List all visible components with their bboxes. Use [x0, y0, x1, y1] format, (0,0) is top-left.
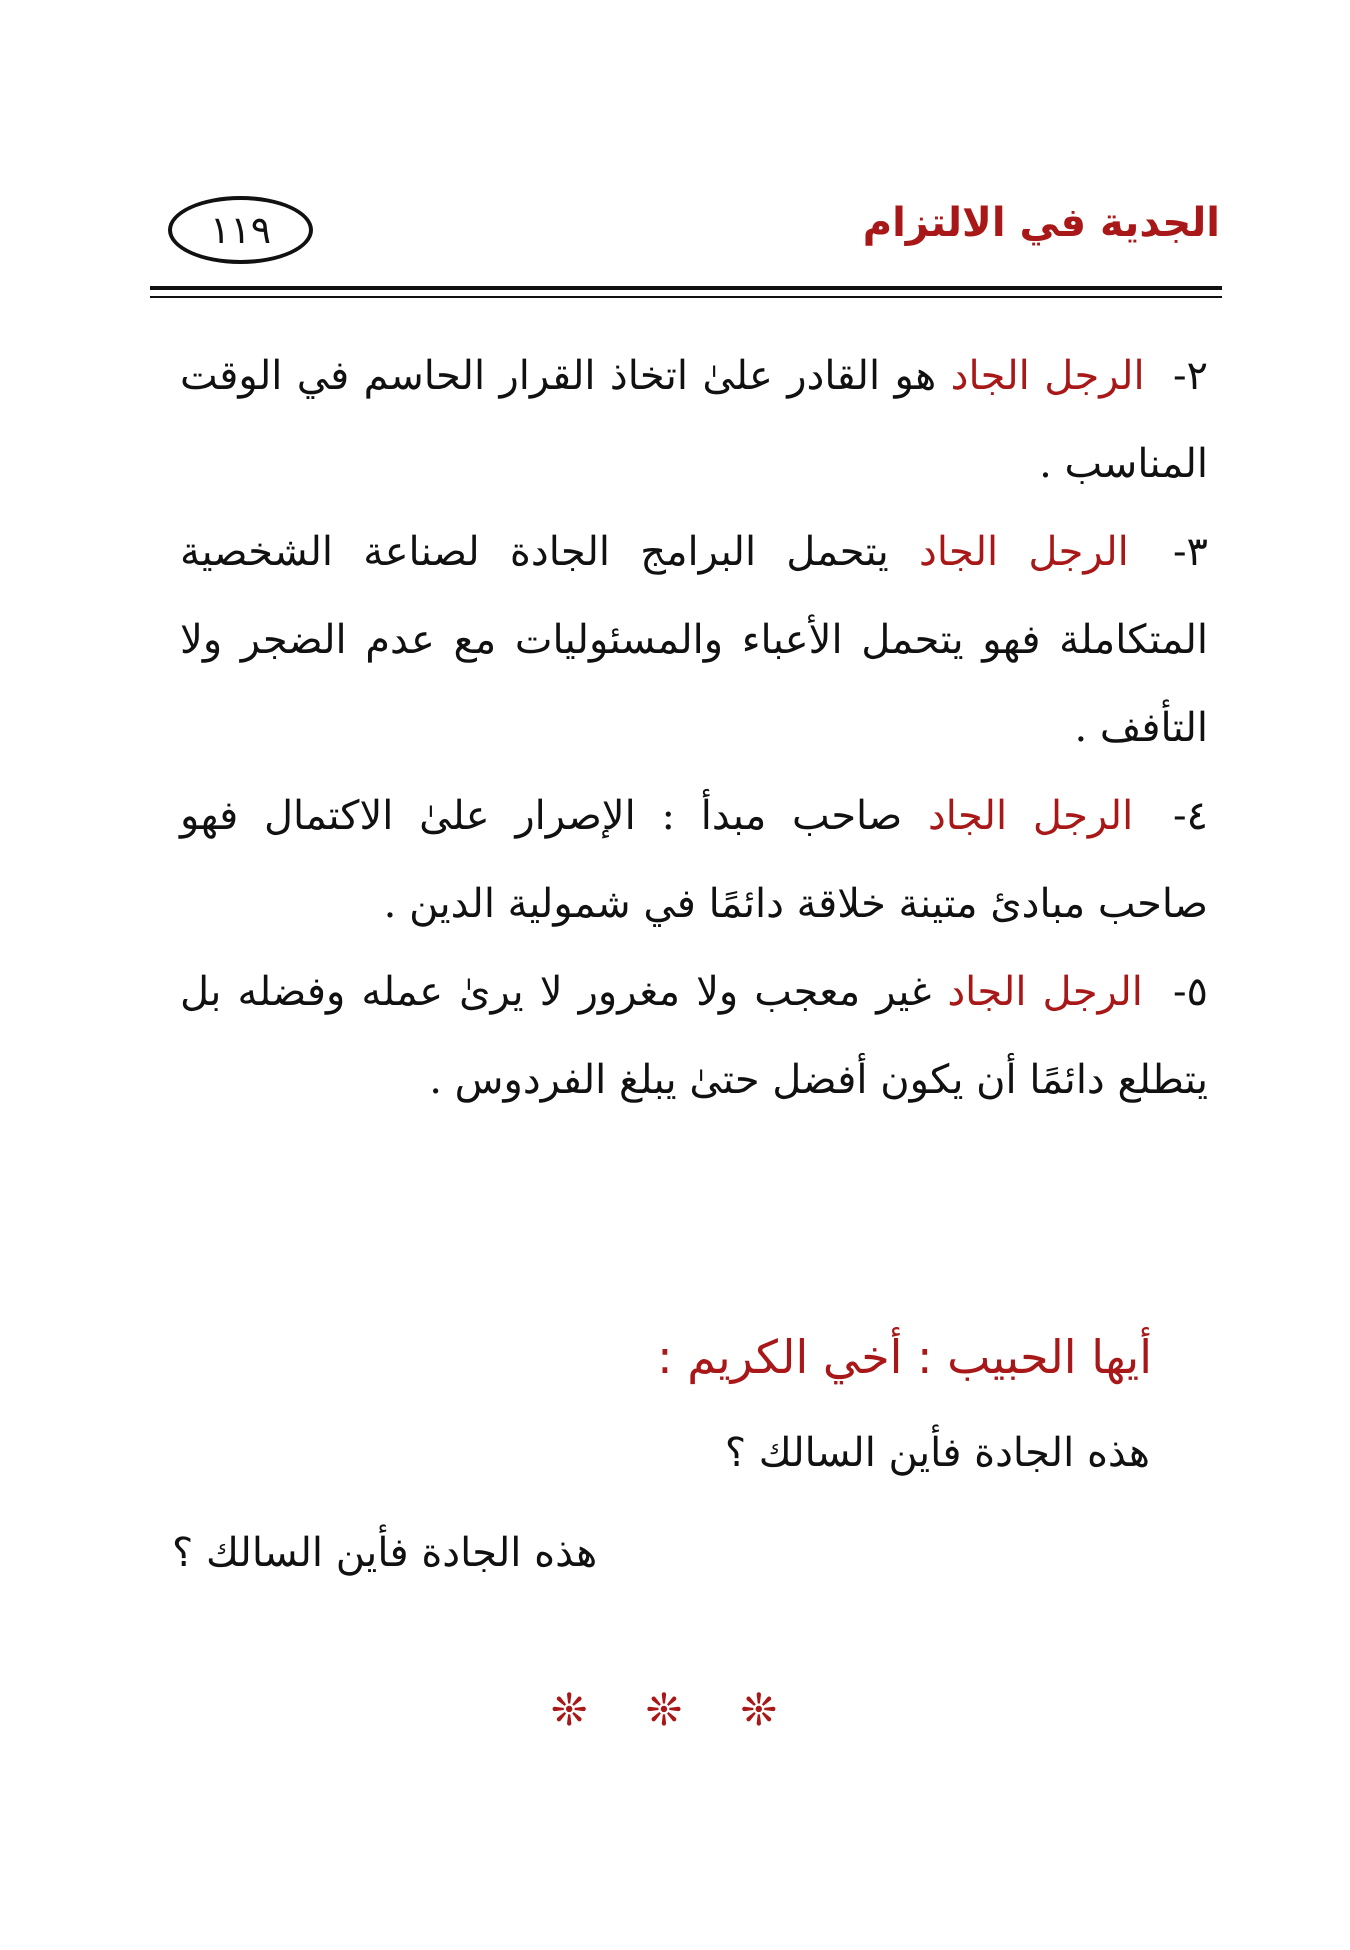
item-number: ٣- — [1173, 529, 1209, 575]
list-item — [180, 948, 1208, 1124]
item-number: ٢- — [1173, 353, 1208, 399]
asterism-ornament: ❊ ❊ ❊ — [550, 1685, 800, 1736]
closing-line: هذه الجادة فأين السالك ؟ — [724, 1430, 1150, 1476]
item-text: غير معجب ولا مغرور لا يرىٰ عمله وفضله بل يتطلع دائمًا أن يكون أفضل حتىٰ يبلغ الفردوس . — [180, 969, 1208, 1103]
item-highlight: الرجل الجاد — [919, 529, 1129, 575]
header-rule-thick — [150, 286, 1222, 290]
item-text: يتحمل البرامج الجادة لصناعة الشخصية المتكاملة فهو يتحمل الأعباء والمسئوليات مع عدم الضجر ولا التأفف . — [180, 529, 1208, 751]
item-highlight: الرجل الجاد — [950, 353, 1145, 399]
list-item — [180, 332, 1208, 508]
item-highlight: الرجل الجاد — [947, 969, 1143, 1015]
list-item — [180, 772, 1208, 948]
item-number: ٥- — [1173, 969, 1208, 1015]
list-item — [180, 508, 1208, 772]
item-text: هو القادر علىٰ اتخاذ القرار الحاسم في الوقت المناسب . — [180, 353, 1208, 487]
page-number: ١١٩ — [209, 208, 272, 252]
item-text: صاحب مبدأ : الإصرار علىٰ الاكتمال فهو صاحب مبادئ متينة خلاقة دائمًا في شمولية الدين . — [180, 793, 1208, 927]
header-rule-thin — [150, 296, 1222, 298]
item-highlight: الرجل الجاد — [927, 793, 1134, 839]
item-number: ٤- — [1172, 793, 1208, 839]
numbered-list — [180, 332, 1208, 1124]
closing-line-repeat: هذه الجادة فأين السالك ؟ — [172, 1530, 598, 1576]
running-header-title: الجدية في الالتزام — [862, 200, 1220, 246]
page-number-badge — [168, 196, 313, 264]
section-heading: أيها الحبيب : أخي الكريم : — [657, 1330, 1152, 1384]
